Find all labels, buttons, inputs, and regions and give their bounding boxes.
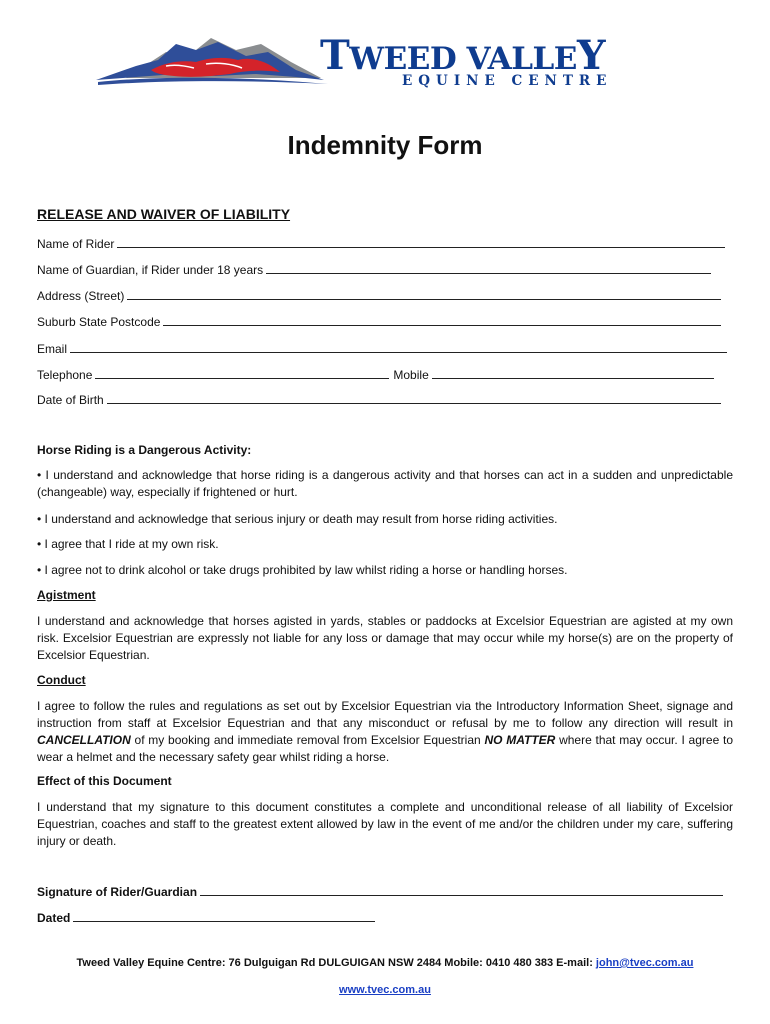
conduct-emphasis-cancellation: CANCELLATION bbox=[37, 733, 131, 747]
danger-bullet-1: • I understand and acknowledge that horse riding is a dangerous activity and that horses can act in a sudden and unpredictable (changeable) way, especially if frightened or hurt. bbox=[37, 468, 733, 499]
signature-input[interactable] bbox=[200, 883, 723, 896]
rider-name-label: Name of Rider bbox=[37, 237, 115, 251]
conduct-heading: Conduct bbox=[37, 673, 86, 687]
address-label: Address (Street) bbox=[37, 289, 125, 303]
dated-label: Dated bbox=[37, 911, 71, 925]
danger-heading: Horse Riding is a Dangerous Activity: bbox=[37, 443, 252, 457]
telephone-label: Telephone bbox=[37, 368, 93, 382]
email-input[interactable] bbox=[70, 340, 727, 353]
rider-name-input[interactable] bbox=[117, 235, 725, 248]
suburb-input[interactable] bbox=[163, 313, 721, 326]
footer-website-link[interactable]: www.tvec.com.au bbox=[339, 984, 431, 996]
conduct-text-part-3: where that may occur. I agree to wear a helmet and the necessary safety gear whilst riding a horse. bbox=[37, 733, 733, 764]
conduct-emphasis-no-matter: NO MATTER bbox=[484, 733, 556, 747]
logo-title-first: T bbox=[320, 32, 350, 79]
dob-label: Date of Birth bbox=[37, 393, 104, 407]
rider-name-field[interactable] bbox=[37, 235, 725, 252]
telephone-field[interactable] bbox=[37, 366, 714, 383]
signature-field[interactable] bbox=[37, 883, 723, 899]
release-heading: RELEASE AND WAIVER OF LIABILITY bbox=[37, 206, 291, 222]
dated-input[interactable] bbox=[73, 909, 375, 922]
guardian-name-label: Name of Guardian, if Rider under 18 years bbox=[37, 263, 264, 277]
footer-contact bbox=[0, 957, 770, 969]
agistment-heading: Agistment bbox=[37, 588, 96, 602]
signature-label: Signature of Rider/Guardian bbox=[37, 885, 198, 899]
dob-field[interactable] bbox=[37, 391, 721, 408]
effect-heading: Effect of this Document bbox=[37, 774, 172, 788]
mobile-input[interactable] bbox=[432, 366, 714, 379]
effect-text: I understand that my signature to this document constitutes a complete and unconditional release of all liability of Excelsior Equestrian, coaches and staff to the greatest extent allowed by law in the event of me and/or the children under my care, suffering injury or death. bbox=[37, 800, 733, 848]
logo-subtitle: EQUINE CENTRE bbox=[402, 73, 613, 89]
conduct-text-part-2: of my booking and immediate removal from Excelsior Equestrian bbox=[130, 733, 485, 747]
suburb-label: Suburb State Postcode bbox=[37, 315, 161, 329]
email-label: Email bbox=[37, 342, 68, 356]
mountain-horse-logo-icon bbox=[96, 30, 328, 92]
dated-field[interactable] bbox=[37, 909, 375, 925]
footer-email-link[interactable]: john@tvec.com.au bbox=[595, 957, 694, 969]
email-field[interactable] bbox=[37, 340, 727, 357]
logo-swoosh bbox=[98, 78, 328, 85]
danger-bullet-4: • I agree not to drink alcohol or take drugs prohibited by law whilst riding a horse or handling horses. bbox=[37, 563, 568, 577]
footer-website bbox=[0, 984, 770, 996]
company-logo bbox=[96, 30, 686, 92]
guardian-name-field[interactable] bbox=[37, 261, 711, 278]
guardian-name-input[interactable] bbox=[266, 261, 711, 274]
telephone-input[interactable] bbox=[95, 366, 389, 379]
footer-address: Tweed Valley Equine Centre: 76 Dulguigan Rd DULGUIGAN NSW 2484 Mobile: 0410 480 383 E-mail: bbox=[76, 957, 596, 969]
danger-bullet-3: • I agree that I ride at my own risk. bbox=[37, 537, 219, 551]
logo-title-rest: WEED VALLE bbox=[349, 41, 577, 77]
danger-bullet-2: • I understand and acknowledge that serious injury or death may result from horse riding activities. bbox=[37, 512, 558, 526]
agistment-text: I understand and acknowledge that horses agisted in yards, stables or paddocks at Excelsior Equestrian are agisted at my own risk. Excelsior Equestrian are expressly not liable for any loss or damage that may occur while my horse(s) are on the property of Excelsior Equestrian. bbox=[37, 614, 733, 662]
address-field[interactable] bbox=[37, 287, 721, 304]
page-title: Indemnity Form bbox=[287, 130, 483, 160]
suburb-field[interactable] bbox=[37, 313, 721, 330]
logo-title-last: Y bbox=[576, 32, 605, 79]
conduct-text-part-1: I agree to follow the rules and regulations as set out by Excelsior Equestrian via the Introductory Information Sheet, signage and instruction from staff at Excelsior Equestrian and that any misconduct or refusal by me to follow any direction will result in bbox=[37, 699, 733, 730]
mobile-label: Mobile bbox=[393, 368, 429, 382]
conduct-text bbox=[37, 698, 733, 766]
address-input[interactable] bbox=[127, 287, 721, 300]
dob-input[interactable] bbox=[107, 391, 721, 404]
